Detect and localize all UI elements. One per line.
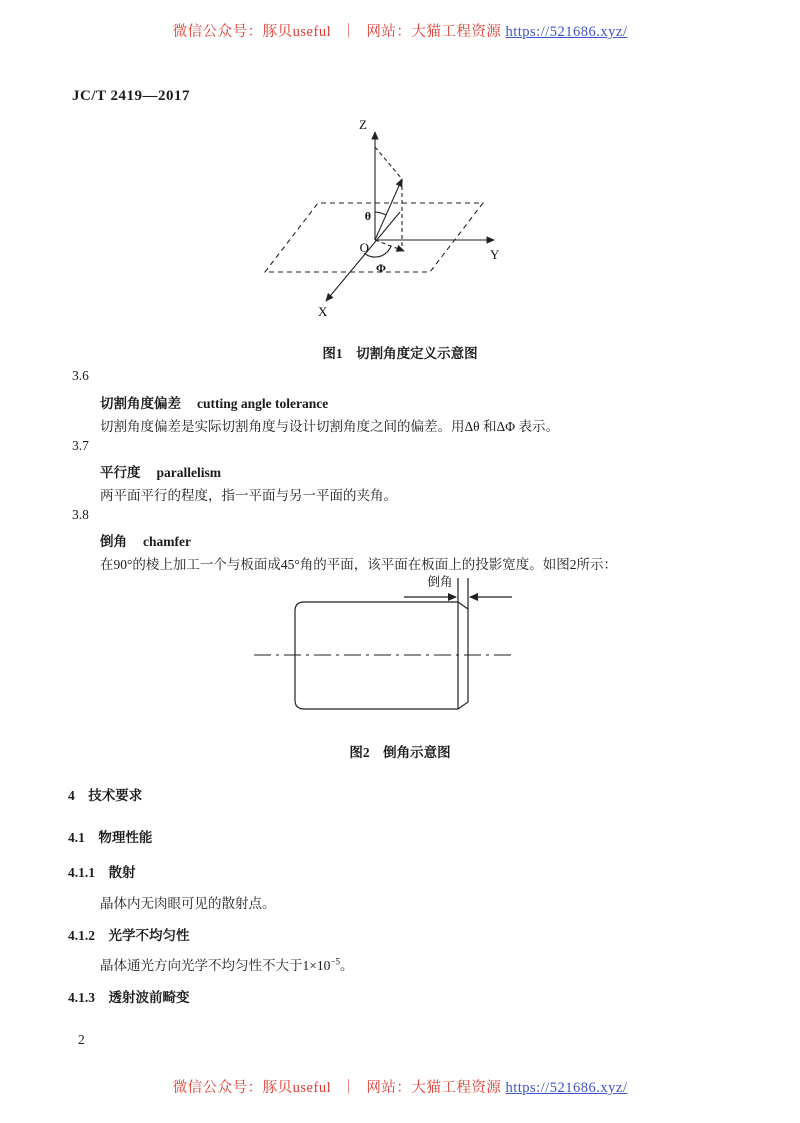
section-3-7-body: 两平面平行的程度，指一平面与另一平面的夹角。: [100, 488, 397, 503]
heading-4: 4 技术要求: [68, 788, 143, 803]
watermark-separator: ｜: [341, 1080, 357, 1096]
section-3-7-number: 3.7: [72, 438, 89, 453]
paragraph-4-1-2: [100, 954, 353, 974]
theta-label: θ: [364, 209, 371, 223]
doc-number: JC/T 2419—2017: [72, 88, 190, 104]
origin-label: O: [359, 240, 369, 255]
watermark-separator: ｜: [341, 24, 357, 40]
z-axis-label: Z: [359, 117, 367, 132]
figure2-chamfer-diagram: [248, 566, 528, 731]
heading-4-1-1: 4.1.1 散射: [68, 865, 136, 880]
term-zh: 倒角: [100, 534, 127, 549]
watermark-url-link[interactable]: https://521686.xyz/: [505, 1080, 628, 1096]
p412-period: 。: [339, 958, 354, 973]
section-3-8-term: [100, 530, 191, 550]
figure2-lines: [254, 578, 514, 709]
x-axis: [326, 212, 400, 301]
section-3-6-number: 3.6: [72, 368, 89, 383]
watermark-label-2: 网站：大猫工程资源: [366, 24, 502, 40]
section-3-8-number: 3.8: [72, 507, 89, 522]
page-number: 2: [78, 1032, 85, 1047]
y-axis-label: Y: [490, 247, 500, 262]
watermark-bottom: [0, 1076, 800, 1097]
figure1-axis-labels: [318, 117, 500, 319]
watermark-top: [0, 20, 800, 41]
figure1-caption: 图1 切割角度定义示意图: [322, 346, 478, 361]
figure1-lines: [265, 132, 494, 301]
figure2-caption: 图2 倒角示意图: [349, 745, 451, 760]
section-3-6-term: [100, 392, 328, 412]
p412-text: 晶体通光方向光学不均匀性不大于1×10: [100, 958, 331, 973]
section-3-6-body: 切割角度偏差是实际切割角度与设计切割角度之间的偏差。用Δθ 和ΔΦ 表示。: [100, 419, 559, 434]
watermark-label-2: 网站：大猫工程资源: [366, 1080, 502, 1096]
plane-parallelogram: [265, 203, 483, 272]
section-3-8-body: 在90°的棱上加工一个与板面成45°角的平面，该平面在板面上的投影宽度。如图2所示：: [100, 557, 618, 572]
watermark-label-1: 微信公众号：豚贝useful: [172, 24, 332, 40]
term-zh: 切割角度偏差: [100, 396, 181, 411]
heading-4-1: 4.1 物理性能: [68, 830, 153, 845]
term-zh: 平行度: [100, 465, 141, 480]
heading-4-1-2: 4.1.2 光学不均匀性: [68, 928, 190, 943]
p412-superscript: −5: [330, 956, 340, 967]
term-en: cutting angle tolerance: [197, 396, 329, 411]
heading-4-1-3: 4.1.3 透射波前畸变: [68, 990, 190, 1005]
watermark-label-1: 微信公众号：豚贝useful: [172, 1080, 332, 1096]
theta-arc: [375, 212, 386, 215]
direction-vector: [375, 179, 402, 240]
x-axis-label: X: [318, 304, 328, 319]
phi-label: Φ: [376, 261, 386, 275]
term-en: chamfer: [143, 534, 191, 549]
figure1-cutting-angle-diagram: [230, 112, 530, 320]
section-3-7-term: [100, 461, 221, 481]
watermark-url-link[interactable]: https://521686.xyz/: [505, 24, 628, 40]
chamfer-label: 倒角: [427, 575, 453, 589]
paragraph-4-1-1: 晶体内无肉眼可见的散射点。: [100, 896, 276, 911]
projection-dashed-top: [375, 147, 402, 179]
term-en: parallelism: [156, 465, 221, 480]
